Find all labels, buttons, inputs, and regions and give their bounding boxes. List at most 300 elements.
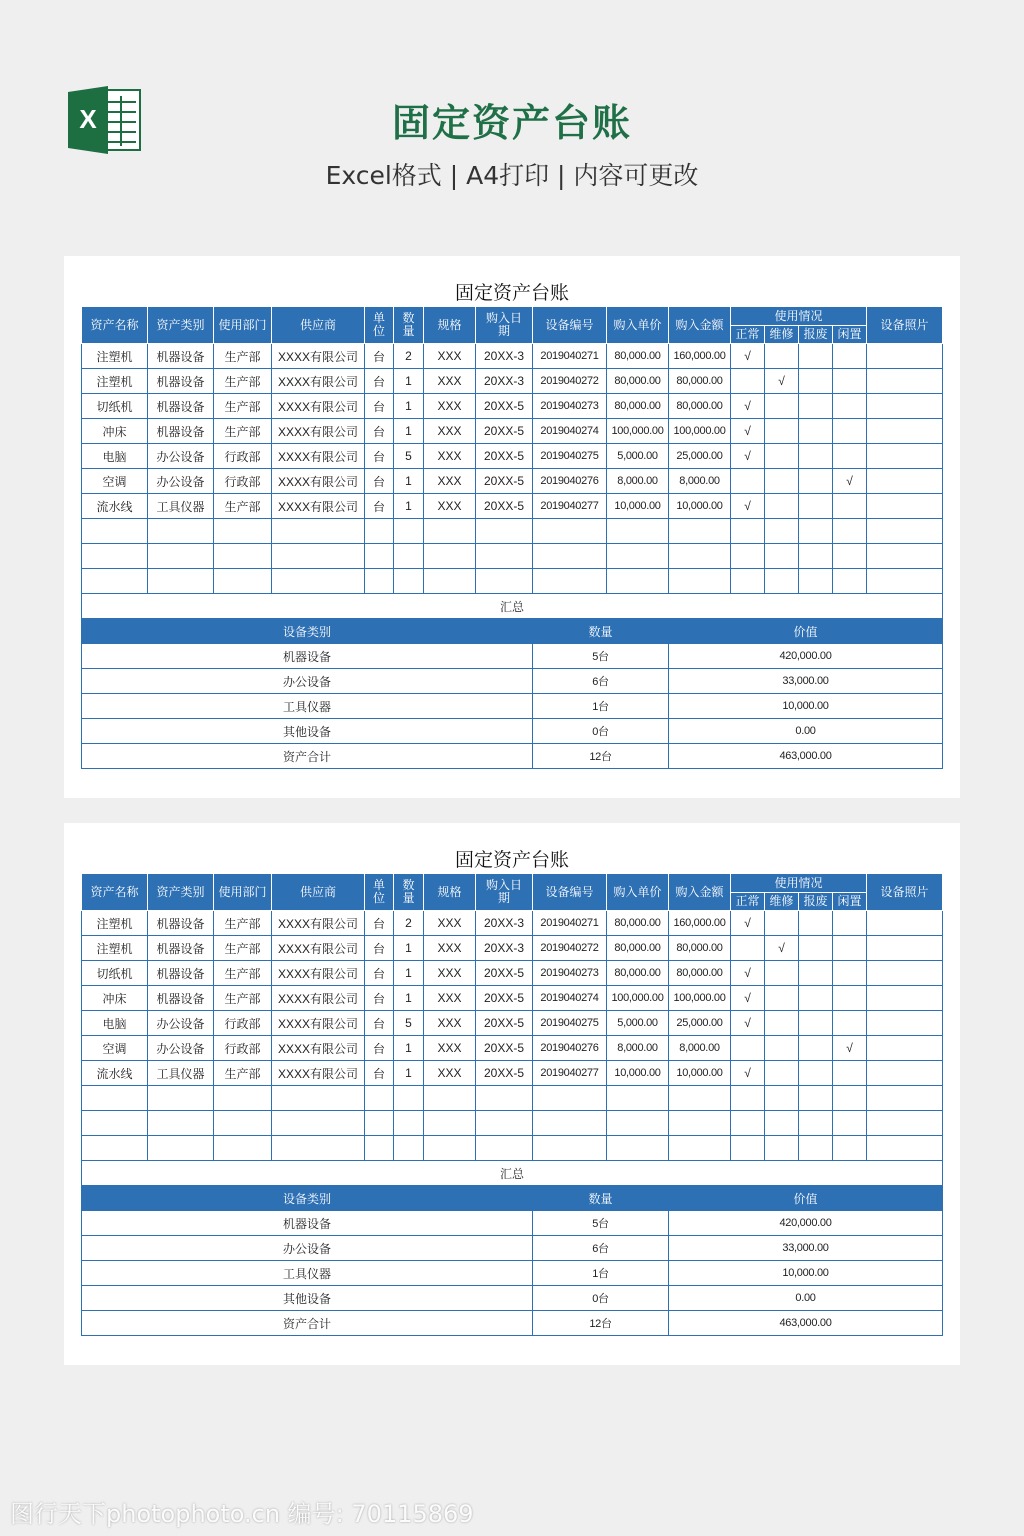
table-cell[interactable]: 160,000.00 — [669, 911, 731, 936]
table-cell[interactable] — [799, 419, 833, 444]
table-cell[interactable] — [669, 569, 731, 594]
table-cell[interactable]: 2019040273 — [533, 394, 607, 419]
table-cell[interactable]: XXX — [424, 1061, 476, 1086]
table-cell[interactable]: 台 — [365, 369, 394, 394]
table-cell[interactable] — [82, 519, 148, 544]
table-cell[interactable] — [607, 569, 669, 594]
summary-cell[interactable]: 5台 — [533, 1211, 669, 1236]
table-cell[interactable]: 电脑 — [82, 444, 148, 469]
table-cell[interactable]: XXXX有限公司 — [272, 394, 365, 419]
table-cell[interactable]: 20XX-5 — [476, 1036, 533, 1061]
table-cell[interactable]: 20XX-3 — [476, 369, 533, 394]
table-cell[interactable]: 台 — [365, 344, 394, 369]
table-cell[interactable] — [731, 1086, 765, 1111]
table-cell[interactable]: 80,000.00 — [607, 936, 669, 961]
table-cell[interactable] — [765, 444, 799, 469]
table-cell[interactable] — [731, 936, 765, 961]
table-cell[interactable] — [394, 569, 424, 594]
table-cell[interactable] — [799, 344, 833, 369]
table-cell[interactable] — [833, 569, 867, 594]
table-cell[interactable] — [731, 519, 765, 544]
table-cell[interactable] — [867, 1111, 943, 1136]
table-cell[interactable]: 办公设备 — [148, 469, 214, 494]
table-cell[interactable]: 1 — [394, 494, 424, 519]
table-cell[interactable]: 机器设备 — [148, 419, 214, 444]
table-cell[interactable] — [424, 1111, 476, 1136]
table-cell[interactable]: XXXX有限公司 — [272, 419, 365, 444]
table-cell[interactable] — [867, 1136, 943, 1161]
table-cell[interactable]: 5 — [394, 1011, 424, 1036]
table-cell[interactable] — [82, 569, 148, 594]
table-cell[interactable]: 台 — [365, 936, 394, 961]
table-cell[interactable] — [731, 1136, 765, 1161]
table-cell[interactable]: 80,000.00 — [669, 369, 731, 394]
table-cell[interactable]: 机器设备 — [148, 911, 214, 936]
table-cell[interactable]: √ — [765, 936, 799, 961]
table-cell[interactable]: √ — [731, 1011, 765, 1036]
table-cell[interactable] — [765, 1086, 799, 1111]
table-cell[interactable]: 台 — [365, 911, 394, 936]
summary-cell[interactable]: 10,000.00 — [669, 694, 943, 719]
table-cell[interactable]: 行政部 — [214, 1011, 272, 1036]
table-cell[interactable] — [148, 1111, 214, 1136]
table-cell[interactable]: XXXX有限公司 — [272, 494, 365, 519]
table-cell[interactable]: XXX — [424, 419, 476, 444]
table-cell[interactable] — [765, 494, 799, 519]
table-cell[interactable]: XXX — [424, 494, 476, 519]
table-cell[interactable]: XXX — [424, 1036, 476, 1061]
table-cell[interactable] — [214, 519, 272, 544]
table-cell[interactable] — [731, 569, 765, 594]
table-cell[interactable]: 2019040277 — [533, 494, 607, 519]
table-cell[interactable]: 80,000.00 — [607, 911, 669, 936]
table-cell[interactable]: √ — [731, 344, 765, 369]
table-cell[interactable]: 办公设备 — [148, 444, 214, 469]
table-cell[interactable]: 台 — [365, 494, 394, 519]
table-cell[interactable] — [867, 519, 943, 544]
table-cell[interactable]: 20XX-3 — [476, 936, 533, 961]
summary-cell[interactable]: 33,000.00 — [669, 1236, 943, 1261]
table-cell[interactable] — [669, 1086, 731, 1111]
table-cell[interactable] — [867, 986, 943, 1011]
table-cell[interactable]: XXXX有限公司 — [272, 1011, 365, 1036]
table-cell[interactable]: 20XX-5 — [476, 1061, 533, 1086]
table-cell[interactable] — [799, 369, 833, 394]
table-cell[interactable] — [867, 469, 943, 494]
table-cell[interactable] — [476, 1111, 533, 1136]
table-cell[interactable] — [867, 494, 943, 519]
table-cell[interactable]: 100,000.00 — [607, 419, 669, 444]
table-cell[interactable]: 8,000.00 — [669, 1036, 731, 1061]
table-cell[interactable] — [799, 544, 833, 569]
table-cell[interactable] — [214, 544, 272, 569]
table-cell[interactable] — [272, 1136, 365, 1161]
table-cell[interactable] — [607, 544, 669, 569]
table-cell[interactable] — [833, 519, 867, 544]
summary-cell[interactable]: 机器设备 — [82, 644, 533, 669]
table-cell[interactable]: 2 — [394, 911, 424, 936]
table-cell[interactable]: 2019040275 — [533, 444, 607, 469]
table-cell[interactable] — [765, 986, 799, 1011]
table-cell[interactable]: 生产部 — [214, 394, 272, 419]
table-cell[interactable]: √ — [731, 419, 765, 444]
table-cell[interactable] — [424, 1136, 476, 1161]
table-cell[interactable]: XXXX有限公司 — [272, 986, 365, 1011]
table-cell[interactable]: 20XX-5 — [476, 419, 533, 444]
summary-cell[interactable]: 0.00 — [669, 719, 943, 744]
table-cell[interactable]: 1 — [394, 1036, 424, 1061]
summary-cell[interactable]: 办公设备 — [82, 669, 533, 694]
table-cell[interactable]: 生产部 — [214, 369, 272, 394]
table-cell[interactable] — [669, 544, 731, 569]
table-cell[interactable]: XXXX有限公司 — [272, 936, 365, 961]
table-cell[interactable]: 办公设备 — [148, 1011, 214, 1036]
table-cell[interactable] — [765, 519, 799, 544]
table-cell[interactable]: 80,000.00 — [669, 936, 731, 961]
table-cell[interactable] — [533, 519, 607, 544]
table-cell[interactable]: 行政部 — [214, 469, 272, 494]
summary-cell[interactable]: 5台 — [533, 644, 669, 669]
table-cell[interactable] — [765, 419, 799, 444]
table-cell[interactable]: 台 — [365, 986, 394, 1011]
table-cell[interactable]: 台 — [365, 444, 394, 469]
table-cell[interactable]: 1 — [394, 369, 424, 394]
table-cell[interactable]: 2019040275 — [533, 1011, 607, 1036]
table-cell[interactable]: 20XX-5 — [476, 986, 533, 1011]
table-cell[interactable]: 生产部 — [214, 961, 272, 986]
table-cell[interactable] — [765, 1136, 799, 1161]
table-cell[interactable] — [731, 469, 765, 494]
table-cell[interactable] — [476, 569, 533, 594]
table-cell[interactable] — [765, 569, 799, 594]
table-cell[interactable] — [799, 1111, 833, 1136]
table-cell[interactable]: 10,000.00 — [669, 494, 731, 519]
table-cell[interactable]: 1 — [394, 419, 424, 444]
table-cell[interactable] — [424, 519, 476, 544]
table-cell[interactable] — [214, 1086, 272, 1111]
table-cell[interactable]: XXX — [424, 344, 476, 369]
table-cell[interactable] — [799, 1061, 833, 1086]
table-cell[interactable]: 5 — [394, 444, 424, 469]
table-cell[interactable]: XXXX有限公司 — [272, 911, 365, 936]
table-cell[interactable]: √ — [731, 1061, 765, 1086]
table-cell[interactable]: 20XX-5 — [476, 444, 533, 469]
summary-cell[interactable]: 其他设备 — [82, 1286, 533, 1311]
table-cell[interactable] — [867, 344, 943, 369]
summary-cell[interactable]: 463,000.00 — [669, 1311, 943, 1336]
table-cell[interactable] — [731, 1036, 765, 1061]
table-cell[interactable] — [272, 544, 365, 569]
table-cell[interactable] — [424, 1086, 476, 1111]
table-cell[interactable]: 台 — [365, 1036, 394, 1061]
table-cell[interactable] — [765, 1011, 799, 1036]
table-cell[interactable]: XXX — [424, 1011, 476, 1036]
table-cell[interactable]: √ — [731, 444, 765, 469]
table-cell[interactable] — [867, 1011, 943, 1036]
table-cell[interactable]: XXX — [424, 986, 476, 1011]
table-cell[interactable]: 生产部 — [214, 344, 272, 369]
table-cell[interactable]: XXX — [424, 369, 476, 394]
table-cell[interactable] — [214, 1136, 272, 1161]
summary-cell[interactable]: 1台 — [533, 1261, 669, 1286]
table-cell[interactable]: 台 — [365, 469, 394, 494]
table-cell[interactable]: XXXX有限公司 — [272, 444, 365, 469]
summary-cell[interactable]: 工具仪器 — [82, 694, 533, 719]
table-cell[interactable]: XXXX有限公司 — [272, 961, 365, 986]
table-cell[interactable] — [272, 519, 365, 544]
table-cell[interactable]: √ — [731, 494, 765, 519]
table-cell[interactable] — [867, 569, 943, 594]
table-cell[interactable] — [867, 1061, 943, 1086]
summary-cell[interactable]: 工具仪器 — [82, 1261, 533, 1286]
table-cell[interactable]: 生产部 — [214, 986, 272, 1011]
summary-cell[interactable]: 资产合计 — [82, 1311, 533, 1336]
table-cell[interactable]: 2019040274 — [533, 986, 607, 1011]
table-cell[interactable] — [799, 1011, 833, 1036]
table-cell[interactable]: 2019040274 — [533, 419, 607, 444]
table-cell[interactable] — [867, 1086, 943, 1111]
table-cell[interactable]: 20XX-5 — [476, 394, 533, 419]
table-cell[interactable]: XXX — [424, 394, 476, 419]
table-cell[interactable] — [82, 1111, 148, 1136]
table-cell[interactable] — [533, 1086, 607, 1111]
table-cell[interactable]: 机器设备 — [148, 961, 214, 986]
table-cell[interactable] — [765, 1036, 799, 1061]
table-cell[interactable] — [765, 544, 799, 569]
table-cell[interactable] — [533, 569, 607, 594]
summary-cell[interactable]: 12台 — [533, 1311, 669, 1336]
table-cell[interactable]: 20XX-3 — [476, 344, 533, 369]
table-cell[interactable] — [833, 369, 867, 394]
table-cell[interactable] — [148, 1136, 214, 1161]
table-cell[interactable] — [833, 1061, 867, 1086]
table-cell[interactable]: 80,000.00 — [607, 369, 669, 394]
table-cell[interactable] — [731, 544, 765, 569]
table-cell[interactable]: 80,000.00 — [669, 394, 731, 419]
table-cell[interactable] — [867, 544, 943, 569]
table-cell[interactable] — [833, 936, 867, 961]
table-cell[interactable]: 2019040271 — [533, 344, 607, 369]
table-cell[interactable] — [765, 469, 799, 494]
table-cell[interactable]: 生产部 — [214, 911, 272, 936]
summary-cell[interactable]: 0台 — [533, 1286, 669, 1311]
table-cell[interactable]: 冲床 — [82, 419, 148, 444]
table-cell[interactable]: 2 — [394, 344, 424, 369]
table-cell[interactable]: 5,000.00 — [607, 1011, 669, 1036]
table-cell[interactable]: 切纸机 — [82, 394, 148, 419]
table-cell[interactable]: √ — [765, 369, 799, 394]
table-cell[interactable] — [833, 986, 867, 1011]
table-cell[interactable]: XXX — [424, 911, 476, 936]
table-cell[interactable] — [148, 544, 214, 569]
summary-cell[interactable]: 0.00 — [669, 1286, 943, 1311]
table-cell[interactable]: √ — [731, 394, 765, 419]
summary-cell[interactable]: 资产合计 — [82, 744, 533, 769]
table-cell[interactable]: 5,000.00 — [607, 444, 669, 469]
table-cell[interactable]: 80,000.00 — [669, 961, 731, 986]
summary-cell[interactable]: 机器设备 — [82, 1211, 533, 1236]
summary-cell[interactable]: 1台 — [533, 694, 669, 719]
table-cell[interactable]: √ — [731, 911, 765, 936]
table-cell[interactable] — [833, 1111, 867, 1136]
table-cell[interactable]: 100,000.00 — [669, 419, 731, 444]
table-cell[interactable]: XXXX有限公司 — [272, 1036, 365, 1061]
table-cell[interactable] — [476, 1086, 533, 1111]
table-cell[interactable] — [867, 1036, 943, 1061]
table-cell[interactable] — [394, 1111, 424, 1136]
table-cell[interactable]: 20XX-5 — [476, 494, 533, 519]
summary-cell[interactable]: 6台 — [533, 1236, 669, 1261]
table-cell[interactable]: 8,000.00 — [607, 1036, 669, 1061]
table-cell[interactable] — [731, 1111, 765, 1136]
table-cell[interactable] — [765, 961, 799, 986]
table-cell[interactable] — [765, 911, 799, 936]
table-cell[interactable] — [799, 494, 833, 519]
table-cell[interactable]: 20XX-3 — [476, 911, 533, 936]
table-cell[interactable] — [533, 1136, 607, 1161]
table-cell[interactable]: 电脑 — [82, 1011, 148, 1036]
summary-cell[interactable]: 办公设备 — [82, 1236, 533, 1261]
table-cell[interactable] — [799, 444, 833, 469]
table-cell[interactable] — [867, 394, 943, 419]
summary-cell[interactable]: 0台 — [533, 719, 669, 744]
table-cell[interactable]: 生产部 — [214, 419, 272, 444]
table-cell[interactable]: 8,000.00 — [669, 469, 731, 494]
table-cell[interactable]: 生产部 — [214, 1061, 272, 1086]
table-cell[interactable]: 台 — [365, 961, 394, 986]
table-cell[interactable]: 2019040273 — [533, 961, 607, 986]
table-cell[interactable]: 流水线 — [82, 494, 148, 519]
table-cell[interactable]: 20XX-5 — [476, 961, 533, 986]
table-cell[interactable] — [148, 1086, 214, 1111]
table-cell[interactable]: XXXX有限公司 — [272, 344, 365, 369]
table-cell[interactable]: 100,000.00 — [607, 986, 669, 1011]
table-cell[interactable]: 1 — [394, 394, 424, 419]
table-cell[interactable]: 切纸机 — [82, 961, 148, 986]
table-cell[interactable] — [365, 569, 394, 594]
table-cell[interactable] — [765, 1061, 799, 1086]
summary-cell[interactable]: 420,000.00 — [669, 644, 943, 669]
table-cell[interactable]: 机器设备 — [148, 369, 214, 394]
table-cell[interactable] — [394, 544, 424, 569]
table-cell[interactable] — [867, 369, 943, 394]
table-cell[interactable]: 80,000.00 — [607, 394, 669, 419]
table-cell[interactable]: 行政部 — [214, 444, 272, 469]
table-cell[interactable] — [799, 469, 833, 494]
table-cell[interactable]: 25,000.00 — [669, 444, 731, 469]
table-cell[interactable] — [272, 1111, 365, 1136]
table-cell[interactable] — [867, 961, 943, 986]
table-cell[interactable]: 生产部 — [214, 936, 272, 961]
table-cell[interactable]: 工具仪器 — [148, 1061, 214, 1086]
summary-cell[interactable]: 6台 — [533, 669, 669, 694]
table-cell[interactable]: 1 — [394, 986, 424, 1011]
table-cell[interactable]: 空调 — [82, 469, 148, 494]
table-cell[interactable] — [669, 1136, 731, 1161]
table-cell[interactable]: 80,000.00 — [607, 344, 669, 369]
summary-cell[interactable]: 其他设备 — [82, 719, 533, 744]
table-cell[interactable]: 20XX-5 — [476, 1011, 533, 1036]
table-cell[interactable]: 注塑机 — [82, 911, 148, 936]
table-cell[interactable] — [867, 936, 943, 961]
table-cell[interactable] — [272, 569, 365, 594]
table-cell[interactable]: 流水线 — [82, 1061, 148, 1086]
table-cell[interactable] — [365, 1136, 394, 1161]
table-cell[interactable] — [476, 519, 533, 544]
table-cell[interactable]: 10,000.00 — [607, 1061, 669, 1086]
table-cell[interactable] — [799, 1036, 833, 1061]
table-cell[interactable] — [833, 1011, 867, 1036]
summary-cell[interactable]: 10,000.00 — [669, 1261, 943, 1286]
table-cell[interactable]: XXXX有限公司 — [272, 469, 365, 494]
table-cell[interactable] — [607, 1136, 669, 1161]
table-cell[interactable] — [394, 1136, 424, 1161]
table-cell[interactable] — [214, 569, 272, 594]
table-cell[interactable]: 2019040272 — [533, 369, 607, 394]
table-cell[interactable] — [476, 544, 533, 569]
table-cell[interactable] — [799, 1136, 833, 1161]
table-cell[interactable] — [833, 961, 867, 986]
table-cell[interactable] — [669, 1111, 731, 1136]
table-cell[interactable] — [833, 394, 867, 419]
table-cell[interactable]: 100,000.00 — [669, 986, 731, 1011]
table-cell[interactable] — [799, 911, 833, 936]
table-cell[interactable] — [799, 1086, 833, 1111]
table-cell[interactable]: 冲床 — [82, 986, 148, 1011]
summary-cell[interactable]: 12台 — [533, 744, 669, 769]
table-cell[interactable] — [607, 519, 669, 544]
table-cell[interactable] — [365, 519, 394, 544]
table-cell[interactable]: √ — [731, 986, 765, 1011]
table-cell[interactable]: XXX — [424, 961, 476, 986]
table-cell[interactable]: 机器设备 — [148, 394, 214, 419]
table-cell[interactable]: 台 — [365, 394, 394, 419]
table-cell[interactable]: 2019040276 — [533, 1036, 607, 1061]
table-cell[interactable]: √ — [833, 1036, 867, 1061]
table-cell[interactable]: 80,000.00 — [607, 961, 669, 986]
table-cell[interactable]: 机器设备 — [148, 986, 214, 1011]
table-cell[interactable] — [833, 344, 867, 369]
table-cell[interactable] — [799, 519, 833, 544]
table-cell[interactable] — [833, 494, 867, 519]
table-cell[interactable] — [833, 1136, 867, 1161]
table-cell[interactable]: 工具仪器 — [148, 494, 214, 519]
table-cell[interactable]: 2019040271 — [533, 911, 607, 936]
table-cell[interactable]: XXX — [424, 469, 476, 494]
table-cell[interactable]: 注塑机 — [82, 344, 148, 369]
table-cell[interactable] — [833, 911, 867, 936]
table-cell[interactable] — [799, 961, 833, 986]
table-cell[interactable] — [833, 544, 867, 569]
table-cell[interactable] — [607, 1111, 669, 1136]
table-cell[interactable] — [365, 1086, 394, 1111]
table-cell[interactable] — [765, 1111, 799, 1136]
table-cell[interactable]: 20XX-5 — [476, 469, 533, 494]
table-cell[interactable] — [365, 1111, 394, 1136]
table-cell[interactable]: √ — [731, 961, 765, 986]
summary-cell[interactable]: 463,000.00 — [669, 744, 943, 769]
table-cell[interactable] — [799, 569, 833, 594]
table-cell[interactable]: 注塑机 — [82, 369, 148, 394]
table-cell[interactable]: 1 — [394, 961, 424, 986]
table-cell[interactable]: 机器设备 — [148, 936, 214, 961]
table-cell[interactable] — [669, 519, 731, 544]
table-cell[interactable]: 2019040276 — [533, 469, 607, 494]
table-cell[interactable] — [765, 394, 799, 419]
table-cell[interactable]: 台 — [365, 1061, 394, 1086]
table-cell[interactable] — [214, 1111, 272, 1136]
summary-cell[interactable]: 33,000.00 — [669, 669, 943, 694]
